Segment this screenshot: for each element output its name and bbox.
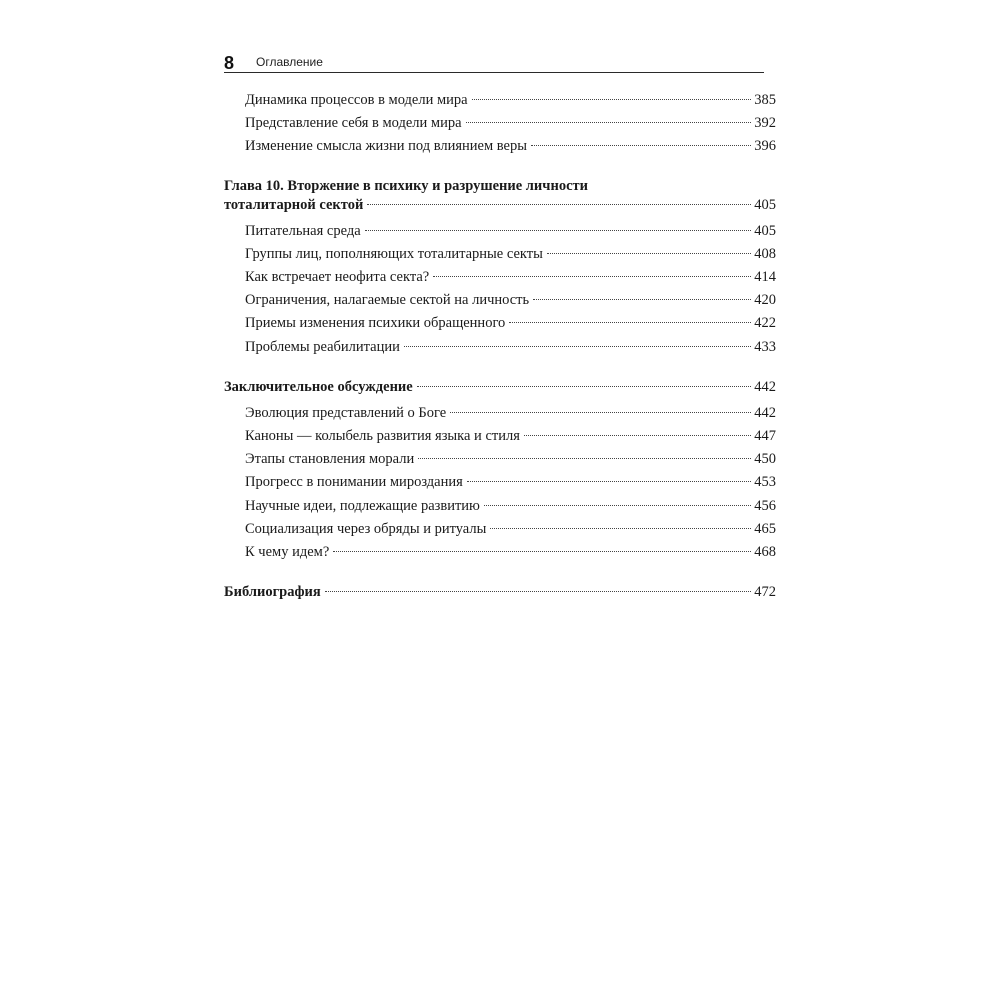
toc-entry-page: 468: [754, 544, 776, 560]
dot-leader: [418, 458, 751, 459]
toc-entry-title: Как встречает неофита секта?: [245, 269, 430, 285]
dot-leader: [367, 204, 751, 205]
toc-entry-page: 385: [754, 92, 776, 108]
toc-entry[interactable]: [224, 403, 776, 423]
dot-leader: [404, 346, 751, 347]
toc-entry-page: 465: [754, 521, 776, 537]
toc-entry[interactable]: [224, 337, 776, 357]
toc-entry-title: Изменение смысла жизни под влиянием веры: [245, 138, 527, 154]
toc-entry[interactable]: [224, 426, 776, 446]
dot-leader: [533, 299, 751, 300]
section-title: Оглавление: [256, 55, 323, 69]
dot-leader: [417, 386, 752, 387]
page-number: 8: [224, 53, 235, 73]
toc-entry[interactable]: [224, 221, 776, 241]
toc-entry-page: 456: [754, 498, 776, 514]
toc-entry-page: 408: [754, 246, 776, 262]
toc-entry[interactable]: [224, 267, 776, 287]
dot-leader: [467, 481, 751, 482]
toc-entry-title: Эволюция представлений о Боге: [245, 405, 447, 421]
toc-entry[interactable]: [224, 290, 776, 310]
toc-entry[interactable]: [224, 136, 776, 156]
chapter-10-title-line2: тоталитарной сектой: [224, 197, 364, 213]
dot-leader: [484, 505, 751, 506]
toc-entry[interactable]: [224, 313, 776, 333]
toc-entry[interactable]: [224, 449, 776, 469]
toc-entry-title: Группы лиц, пополняющих тоталитарные секты: [245, 246, 543, 262]
toc-entry-page: 433: [754, 339, 776, 355]
dot-leader: [333, 551, 751, 552]
toc-entry-title: Прогресс в понимании мироздания: [245, 474, 463, 490]
final-discussion-title: Заключительное обсуждение: [224, 379, 413, 395]
toc-entry-page: 472: [754, 584, 776, 600]
dot-leader: [472, 99, 752, 100]
dot-leader: [531, 145, 751, 146]
toc-entry-page: 422: [754, 315, 776, 331]
toc-entry-title: Этапы становления морали: [245, 451, 415, 467]
toc-chapter-entry[interactable]: [224, 377, 776, 397]
toc-entry-page: 405: [754, 223, 776, 239]
toc-entry-title: Каноны — колыбель развития языка и стиля: [245, 428, 520, 444]
toc-entry-page: 442: [754, 379, 776, 395]
toc-entry-page: 392: [754, 115, 776, 131]
toc-entry[interactable]: [224, 496, 776, 516]
toc-entry-title: Проблемы реабилитации: [245, 339, 400, 355]
toc-entry[interactable]: [224, 113, 776, 133]
dot-leader: [365, 230, 752, 231]
toc-entry-title: Питательная среда: [245, 223, 361, 239]
dot-leader: [509, 322, 751, 323]
toc-entry[interactable]: [224, 519, 776, 539]
toc-entry-title: Социализация через обряды и ритуалы: [245, 521, 487, 537]
dot-leader: [466, 122, 752, 123]
dot-leader: [524, 435, 751, 436]
toc-entry[interactable]: [224, 472, 776, 492]
dot-leader: [547, 253, 751, 254]
toc-entry[interactable]: [224, 90, 776, 110]
toc-entry-page: 414: [754, 269, 776, 285]
toc-chapter-entry[interactable]: [224, 195, 776, 215]
toc-entry-page: 442: [754, 405, 776, 421]
dot-leader: [490, 528, 751, 529]
toc-entry-title: Динамика процессов в модели мира: [245, 92, 468, 108]
toc-chapter-entry[interactable]: [224, 582, 776, 602]
toc-entry-page: 450: [754, 451, 776, 467]
running-head: [224, 52, 764, 73]
dot-leader: [433, 276, 751, 277]
toc-entry-title: Научные идеи, подлежащие развитию: [245, 498, 480, 514]
dot-leader: [325, 591, 752, 592]
toc-entry-page: 396: [754, 138, 776, 154]
toc-entry-title: К чему идем?: [245, 544, 330, 560]
toc-entry-title: Представление себя в модели мира: [245, 115, 462, 131]
chapter-10-title-line1[interactable]: Глава 10. Вторжение в психику и разрушение личности: [224, 178, 588, 194]
toc-entry-page: 447: [754, 428, 776, 444]
toc-entry-page: 405: [754, 197, 776, 213]
toc-entry-page: 453: [754, 474, 776, 490]
toc-entry[interactable]: [224, 244, 776, 264]
toc-entry-page: 420: [754, 292, 776, 308]
toc-entry-title: Ограничения, налагаемые сектой на личность: [245, 292, 530, 308]
toc-entry[interactable]: [224, 542, 776, 562]
toc-entry-title: Приемы изменения психики обращенного: [245, 315, 506, 331]
bibliography-title: Библиография: [224, 584, 321, 600]
dot-leader: [450, 412, 751, 413]
